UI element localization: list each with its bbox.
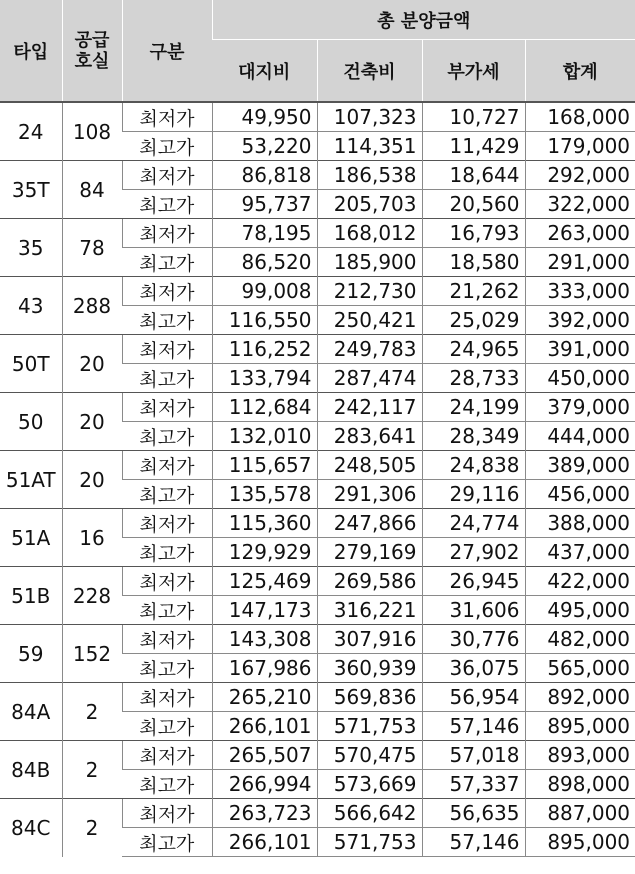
cell-type: 84C	[0, 799, 62, 857]
cell-gubun: 최저가	[122, 393, 212, 422]
cell-type: 50T	[0, 335, 62, 393]
cell-gubun: 최고가	[122, 480, 212, 509]
header-units	[62, 0, 122, 102]
cell-sum: 322,000	[525, 190, 635, 219]
cell-gubun: 최저가	[122, 102, 212, 132]
cell-sum: 388,000	[525, 509, 635, 538]
cell-type: 51AT	[0, 451, 62, 509]
cell-gubun: 최고가	[122, 828, 212, 857]
cell-sum: 379,000	[525, 393, 635, 422]
cell-building: 185,900	[317, 248, 422, 277]
table-row	[0, 451, 635, 480]
cell-building: 205,703	[317, 190, 422, 219]
cell-vat: 57,146	[422, 828, 525, 857]
cell-building: 307,916	[317, 625, 422, 654]
cell-gubun: 최고가	[122, 190, 212, 219]
cell-building: 570,475	[317, 741, 422, 770]
cell-gubun: 최고가	[122, 770, 212, 799]
table-body	[0, 102, 635, 857]
cell-building: 247,866	[317, 509, 422, 538]
cell-vat: 16,793	[422, 219, 525, 248]
cell-sum: 263,000	[525, 219, 635, 248]
cell-gubun: 최고가	[122, 248, 212, 277]
cell-gubun: 최저가	[122, 625, 212, 654]
cell-land: 53,220	[212, 132, 317, 161]
cell-gubun: 최고가	[122, 364, 212, 393]
cell-units: 16	[62, 509, 122, 567]
cell-land: 115,657	[212, 451, 317, 480]
cell-gubun: 최저가	[122, 683, 212, 712]
table-row	[0, 799, 635, 828]
cell-type: 24	[0, 102, 62, 161]
cell-sum: 893,000	[525, 741, 635, 770]
cell-sum: 391,000	[525, 335, 635, 364]
cell-vat: 10,727	[422, 102, 525, 132]
cell-gubun: 최고가	[122, 538, 212, 567]
cell-building: 114,351	[317, 132, 422, 161]
cell-building: 316,221	[317, 596, 422, 625]
cell-vat: 29,116	[422, 480, 525, 509]
cell-sum: 898,000	[525, 770, 635, 799]
cell-sum: 495,000	[525, 596, 635, 625]
header-units-line2: 호실	[74, 50, 110, 72]
cell-type: 35T	[0, 161, 62, 219]
cell-land: 125,469	[212, 567, 317, 596]
cell-gubun: 최저가	[122, 277, 212, 306]
cell-sum: 450,000	[525, 364, 635, 393]
cell-sum: 389,000	[525, 451, 635, 480]
cell-vat: 28,733	[422, 364, 525, 393]
cell-units: 2	[62, 799, 122, 857]
cell-units: 20	[62, 451, 122, 509]
cell-type: 84B	[0, 741, 62, 799]
cell-land: 266,101	[212, 712, 317, 741]
cell-land: 147,173	[212, 596, 317, 625]
cell-vat: 26,945	[422, 567, 525, 596]
table-row	[0, 277, 635, 306]
cell-land: 167,986	[212, 654, 317, 683]
cell-gubun: 최고가	[122, 654, 212, 683]
cell-vat: 30,776	[422, 625, 525, 654]
cell-units: 20	[62, 335, 122, 393]
cell-sum: 292,000	[525, 161, 635, 190]
cell-sum: 482,000	[525, 625, 635, 654]
cell-sum: 444,000	[525, 422, 635, 451]
cell-gubun: 최저가	[122, 509, 212, 538]
cell-land: 132,010	[212, 422, 317, 451]
cell-sum: 392,000	[525, 306, 635, 335]
cell-units: 152	[62, 625, 122, 683]
cell-units: 2	[62, 741, 122, 799]
cell-building: 186,538	[317, 161, 422, 190]
header-gubun: 구분	[122, 0, 212, 102]
cell-gubun: 최고가	[122, 596, 212, 625]
table-row	[0, 509, 635, 538]
cell-sum: 179,000	[525, 132, 635, 161]
table-row	[0, 393, 635, 422]
cell-land: 266,994	[212, 770, 317, 799]
cell-units: 108	[62, 102, 122, 161]
cell-type: 35	[0, 219, 62, 277]
header-units-line1: 공급	[74, 29, 110, 51]
cell-vat: 57,146	[422, 712, 525, 741]
cell-sum: 291,000	[525, 248, 635, 277]
cell-vat: 28,349	[422, 422, 525, 451]
cell-land: 49,950	[212, 102, 317, 132]
cell-gubun: 최고가	[122, 132, 212, 161]
cell-land: 143,308	[212, 625, 317, 654]
cell-gubun: 최저가	[122, 799, 212, 828]
cell-vat: 24,838	[422, 451, 525, 480]
cell-building: 291,306	[317, 480, 422, 509]
cell-type: 50	[0, 393, 62, 451]
cell-sum: 565,000	[525, 654, 635, 683]
header-building: 건축비	[317, 40, 422, 103]
cell-building: 269,586	[317, 567, 422, 596]
header-row-top	[0, 0, 635, 40]
table-row	[0, 683, 635, 712]
cell-land: 263,723	[212, 799, 317, 828]
header-land: 대지비	[212, 40, 317, 103]
table-row	[0, 161, 635, 190]
table-row	[0, 625, 635, 654]
cell-land: 86,818	[212, 161, 317, 190]
cell-type: 84A	[0, 683, 62, 741]
table-header	[0, 0, 635, 102]
table-row	[0, 219, 635, 248]
cell-land: 115,360	[212, 509, 317, 538]
cell-building: 566,642	[317, 799, 422, 828]
cell-units: 2	[62, 683, 122, 741]
cell-building: 107,323	[317, 102, 422, 132]
cell-land: 265,210	[212, 683, 317, 712]
table-row	[0, 741, 635, 770]
header-vat: 부가세	[422, 40, 525, 103]
cell-land: 133,794	[212, 364, 317, 393]
cell-vat: 56,954	[422, 683, 525, 712]
cell-gubun: 최고가	[122, 306, 212, 335]
cell-vat: 25,029	[422, 306, 525, 335]
cell-building: 573,669	[317, 770, 422, 799]
cell-sum: 895,000	[525, 828, 635, 857]
cell-land: 112,684	[212, 393, 317, 422]
cell-sum: 887,000	[525, 799, 635, 828]
cell-type: 51A	[0, 509, 62, 567]
cell-vat: 36,075	[422, 654, 525, 683]
cell-units: 20	[62, 393, 122, 451]
cell-gubun: 최저가	[122, 741, 212, 770]
cell-gubun: 최저가	[122, 335, 212, 364]
cell-vat: 24,965	[422, 335, 525, 364]
cell-vat: 27,902	[422, 538, 525, 567]
cell-land: 135,578	[212, 480, 317, 509]
cell-building: 571,753	[317, 712, 422, 741]
cell-vat: 56,635	[422, 799, 525, 828]
cell-building: 242,117	[317, 393, 422, 422]
table-row	[0, 335, 635, 364]
cell-land: 95,737	[212, 190, 317, 219]
table-row	[0, 102, 635, 132]
cell-sum: 437,000	[525, 538, 635, 567]
cell-units: 78	[62, 219, 122, 277]
cell-vat: 57,018	[422, 741, 525, 770]
cell-building: 569,836	[317, 683, 422, 712]
cell-land: 116,252	[212, 335, 317, 364]
cell-building: 279,169	[317, 538, 422, 567]
cell-land: 116,550	[212, 306, 317, 335]
cell-gubun: 최저가	[122, 451, 212, 480]
cell-type: 51B	[0, 567, 62, 625]
table-row	[0, 567, 635, 596]
cell-gubun: 최저가	[122, 567, 212, 596]
cell-sum: 895,000	[525, 712, 635, 741]
cell-land: 86,520	[212, 248, 317, 277]
cell-sum: 168,000	[525, 102, 635, 132]
cell-sum: 892,000	[525, 683, 635, 712]
cell-building: 250,421	[317, 306, 422, 335]
cell-building: 212,730	[317, 277, 422, 306]
cell-land: 99,008	[212, 277, 317, 306]
cell-gubun: 최고가	[122, 712, 212, 741]
cell-vat: 20,560	[422, 190, 525, 219]
cell-land: 129,929	[212, 538, 317, 567]
cell-vat: 57,337	[422, 770, 525, 799]
header-type: 타입	[0, 0, 62, 102]
cell-vat: 24,774	[422, 509, 525, 538]
cell-gubun: 최저가	[122, 219, 212, 248]
header-sum: 합계	[525, 40, 635, 103]
cell-vat: 11,429	[422, 132, 525, 161]
cell-building: 248,505	[317, 451, 422, 480]
cell-building: 283,641	[317, 422, 422, 451]
cell-vat: 31,606	[422, 596, 525, 625]
cell-units: 84	[62, 161, 122, 219]
cell-building: 360,939	[317, 654, 422, 683]
cell-gubun: 최고가	[122, 422, 212, 451]
cell-vat: 18,644	[422, 161, 525, 190]
cell-vat: 18,580	[422, 248, 525, 277]
cell-vat: 21,262	[422, 277, 525, 306]
cell-sum: 422,000	[525, 567, 635, 596]
cell-sum: 333,000	[525, 277, 635, 306]
cell-vat: 24,199	[422, 393, 525, 422]
cell-type: 59	[0, 625, 62, 683]
cell-land: 266,101	[212, 828, 317, 857]
cell-units: 288	[62, 277, 122, 335]
cell-building: 249,783	[317, 335, 422, 364]
cell-sum: 456,000	[525, 480, 635, 509]
cell-land: 265,507	[212, 741, 317, 770]
cell-building: 571,753	[317, 828, 422, 857]
cell-units: 228	[62, 567, 122, 625]
cell-building: 168,012	[317, 219, 422, 248]
cell-type: 43	[0, 277, 62, 335]
cell-building: 287,474	[317, 364, 422, 393]
header-total-group: 총 분양금액	[212, 0, 635, 40]
cell-land: 78,195	[212, 219, 317, 248]
cell-gubun: 최저가	[122, 161, 212, 190]
